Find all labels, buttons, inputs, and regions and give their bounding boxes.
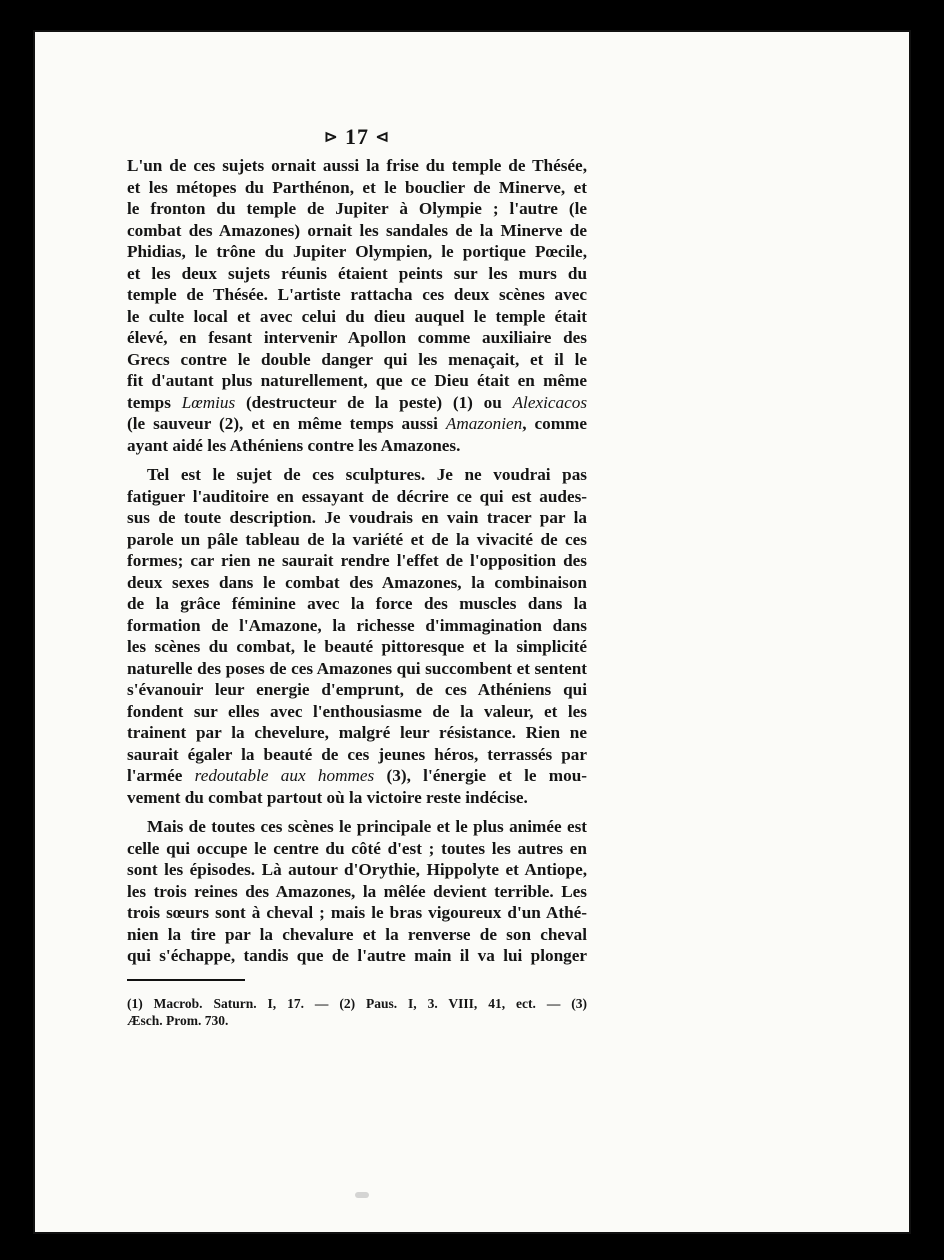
text-line: nien la tire par la chevalure et la renverse de son cheval — [127, 924, 587, 944]
text-line: vement du combat partout où la victoire reste indécise. — [127, 787, 528, 807]
text-line: celle qui occupe le centre du côté d'est ; toutes les autres en — [127, 838, 587, 858]
text-line — [127, 413, 587, 435]
text-line: fit d'autant plus naturellement, que ce Dieu était en même — [127, 371, 587, 390]
page-number: 17 — [345, 124, 369, 149]
text-line: formes; car rien ne saurait rendre l'effet de l'opposition des — [127, 551, 587, 570]
italic-term: Lœmius — [181, 392, 236, 412]
text-line: deux sexes dans le combat des Amazones, la combinaison — [127, 572, 587, 592]
text-line: Mais de toutes ces scènes le principale et le plus animée est — [147, 817, 587, 836]
text-line: les scènes du combat, le beauté pittoresque et la simplicité — [127, 637, 587, 656]
text-line: Phidias, le trône du Jupiter Olympien, le portique Pœcile, — [127, 242, 587, 261]
footnotes — [127, 995, 587, 1029]
text-line: s'évanouir leur energie d'emprunt, de ces Athéniens qui — [127, 680, 587, 699]
text-run: (3), l'énergie et le mou- — [374, 766, 587, 785]
text-line — [127, 392, 587, 414]
text-line: combat des Amazones) ornait les sandales de la Minerve de — [127, 220, 587, 240]
text-line: formation de l'Amazone, la richesse d'immagination dans — [127, 615, 587, 635]
text-line: les trois reines des Amazones, la mêlée devient terrible. Les — [127, 881, 587, 901]
text-line: trainent par la chevelure, malgré leur résistance. Rien ne — [127, 723, 587, 742]
text-line: L'un de ces sujets ornait aussi la frise du temple de Thésée, — [127, 156, 587, 175]
text-run: , comme — [522, 414, 587, 433]
footnote-separator — [127, 979, 245, 981]
text-line: naturelle des poses de ces Amazones qui succombent et sentent — [127, 658, 587, 678]
ink-smudge — [355, 1192, 369, 1198]
text-run: l'armée — [127, 766, 195, 785]
text-line: parole un pâle tableau de la variété et de la vivacité de ces — [127, 529, 587, 549]
text-run: (destructeur de la peste) (1) ou — [235, 392, 513, 412]
paragraph-3 — [127, 816, 587, 967]
footnote-line: (1) Macrob. Saturn. I, 17. — (2) Paus. I, 3. VIII, 41, ect. — (3) — [127, 995, 587, 1011]
page-number-header — [127, 125, 587, 149]
text-line: fatiguer l'auditoire en essayant de décrire ce qui est audes- — [127, 486, 587, 506]
text-line: trois sœurs sont à cheval ; mais le bras vigoureux d'un Athé- — [127, 903, 587, 922]
text-line: et les métopes du Parthénon, et le bouclier de Minerve, et — [127, 177, 587, 197]
ornament-left-icon: ⊳ — [324, 129, 339, 146]
paragraph-2 — [127, 464, 587, 808]
paragraph-1 — [127, 155, 587, 456]
text-line: de la grâce féminine avec la force des muscles dans la — [127, 594, 587, 613]
text-line: fondent sur elles avec l'enthousiasme de la valeur, et les — [127, 701, 587, 721]
footnote-line: Æsch. Prom. 730. — [127, 1012, 229, 1028]
text-line: sus de toute description. Je voudrais en vain tracer par la — [127, 508, 587, 527]
text-line: Grecs contre le double danger qui les menaçait, et il le — [127, 349, 587, 369]
italic-term: Amazonien — [445, 414, 523, 433]
text-line: saurait égaler la beauté de ces jeunes héros, terrassés par — [127, 744, 587, 764]
text-line: le culte local et avec celui du dieu auquel le temple était — [127, 306, 587, 326]
page-text — [127, 125, 587, 1029]
text-run: (le sauveur (2), et en même temps aussi — [127, 414, 446, 433]
text-line: qui s'échappe, tandis que de l'autre main il va lui plonger — [127, 946, 587, 965]
text-line: le fronton du temple de Jupiter à Olympie ; l'autre (le — [127, 199, 587, 218]
italic-term: redoutable aux hommes — [194, 766, 375, 785]
text-run: temps — [127, 392, 182, 412]
italic-term: Alexicacos — [512, 392, 588, 412]
ornament-right-icon: ⊲ — [375, 129, 390, 146]
text-line: ayant aidé les Athéniens contre les Amazones. — [127, 435, 461, 455]
text-line: élevé, en fesant intervenir Apollon comme auxiliaire des — [127, 328, 587, 347]
text-line: Tel est le sujet de ces sculptures. Je ne voudrai pas — [147, 465, 587, 484]
text-line — [127, 765, 587, 787]
text-line: temple de Thésée. L'artiste rattacha ces deux scènes avec — [127, 285, 587, 304]
text-line: sont les épisodes. Là autour d'Orythie, Hippolyte et Antiope, — [127, 860, 587, 879]
text-line: et les deux sujets réunis étaient peints sur les murs du — [127, 263, 587, 283]
